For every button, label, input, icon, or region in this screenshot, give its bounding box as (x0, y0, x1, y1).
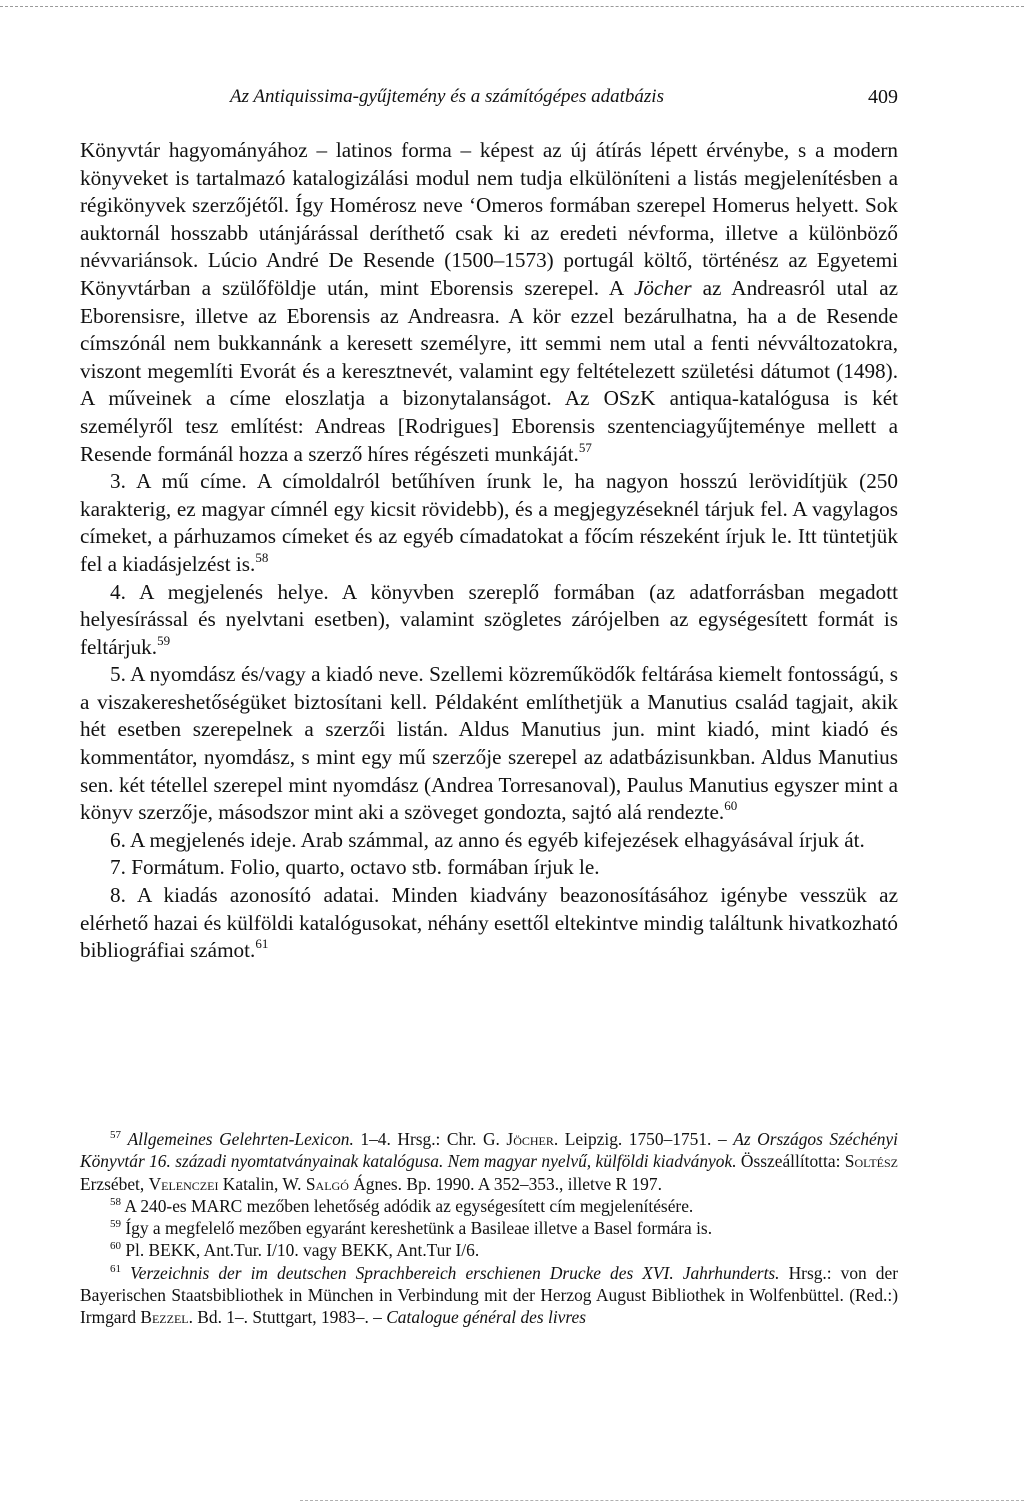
text-run: . Leipzig. 1750–1751. – (553, 1129, 734, 1149)
footnote-number: 58 (110, 1195, 121, 1208)
italic-title: Az Országos Széchényi Könyvtár 16. századi nyomtatványainak katalógusa. Nem magyar nyelvű, külföldi kiadványok. (80, 1129, 898, 1172)
paragraph-printer (80, 661, 898, 827)
paragraph-date (80, 827, 898, 855)
text-run: 5. A nyomdász és/vagy a kiadó neve. Szellemi közreműködők feltárása kiemelt fontosságú, s a viszakereshetőségüket biztosítani kell. Példaként említhetjük a Manutius család tagjait, akik hét esetben szerepelnek a szerzői listán. Aldus Manutius jun. mint kiadó, mint kiadó és kommentátor, nyomdász, s mint egy mű szerzője szerepel az adatbázisunkban. Aldus Manutius sen. két tétellel szerepel mint nyomdász (Andrea Torresanoval), Paulus Manutius egyszer mint a könyv szerzője, másodszor mint aki a szöveget gondozta, sajtó alá rendezte. (80, 662, 898, 825)
author-name: Jöcher (506, 1129, 554, 1149)
top-scan-edge (0, 6, 1024, 7)
footnote-number: 61 (110, 1262, 121, 1275)
paragraph-identifiers (80, 882, 898, 965)
text-run: Könyvtár hagyományához – latinos forma – képest az új átírás lépett érvénybe, s a modern könyveket is tartalmazó katalogizálási modul nem tudja elkülöníteni a listás megjelenítésben a régikönyvek szerzőjétől. Így Homérosz neve ‘Omeros formában szerepel Homerus helyett. Sok auktornál hosszabb utánjárással deríthető csak ki az eredeti névforma, illetve a különböző névvariánsok. Lúcio André De Resende (1500–1573) portugál költő, történész az Egyetemi Könyvtárban a szülőföldje után, mint Eborensis szerepel. A (80, 138, 898, 300)
text-run: 4. A megjelenés helye. A könyvben szereplő formában (az adatforrásban megadott helyesírással és nyelvtani esetben), valamint szögletes zárójelben az egységesített formát is feltárjuk. (80, 579, 898, 659)
text-run: . Bd. 1–. Stuttgart, 1983–. – (188, 1307, 387, 1328)
footnote-number: 60 (110, 1240, 121, 1253)
italic-title: Jöcher (634, 275, 692, 300)
italic-title: Allgemeines Gelehrten-Lexicon. (127, 1129, 354, 1149)
footnote-number: 59 (110, 1218, 121, 1231)
text-run: Ágnes. Bp. 1990. A 352–353., illetve R 197. (348, 1173, 662, 1194)
paragraph-author-forms (80, 137, 898, 468)
text-run: Hrsg.: von der Bayerischen Staatsbibliothek in München in Verbindung mit der Herzog August Bibliothek in Wolfenbüttel. (Red.:) Irmgard (80, 1262, 898, 1328)
author-name: Bezzel (140, 1307, 189, 1328)
footnote-59 (80, 1217, 898, 1239)
footnote-ref: 61 (255, 936, 269, 952)
text-run: 8. A kiadás azonosító adatai. Minden kiadvány beazonosításához igénybe vesszük az elérhető hazai és külföldi katalógusokat, néhány esettől eltekintve mindig találtunk hivatkozható bibliográfiai számot. (80, 883, 898, 963)
text-run: az Andreasról utal az Eborensisre, illetve az Eborensis az Andreasra. A kör ezzel bezárulhatna, ha a de Resende címszónál nem bukkannánk a keresett személyre, itt semmi nem utal a fenti névváltozatokra, viszont megemlíti Evorát és a keresztnevét, valamint egy feltételezett születési dátumot (1498). A műveinek a címe eloszlatja a bizonytalanságot. Az OSzK antiqua-katalógusa is két személyről tesz említést: Andreas [Rodrigues] Eborensis szentenciagyűjteménye mellett a Resende formánál hozza a szerző híres régészeti munkáját. (80, 275, 899, 466)
footnote-57 (80, 1128, 898, 1195)
running-header (80, 86, 898, 116)
text-run: 6. A megjelenés ideje. Arab számmal, az anno és egyéb kifejezések elhagyásával írjuk át. (110, 827, 865, 852)
paragraph-title (80, 468, 898, 578)
footnote-ref: 57 (578, 439, 592, 455)
italic-title: Catalogue général des livres (386, 1307, 586, 1328)
footnote-number: 57 (110, 1129, 121, 1141)
author-name: Velenczei (148, 1173, 219, 1194)
footnote-ref: 58 (255, 549, 269, 565)
text-run: 1–4. Hrsg.: Chr. G. (353, 1129, 507, 1149)
bottom-scan-edge (300, 1500, 1024, 1501)
text-run: 3. A mű címe. A címoldalról betűhíven írunk le, ha nagyon hosszú lerövidítjük (250 karakterig, ez magyar címnél egy kicsit rövidebb), és a megjegyzéseknél tárjuk fel. A vagylagos címeket, a párhuzamos címeket és az egyéb címadatokat a főcím részeként írjuk le. Itt tüntetjük fel a kiadásjelzést is. (80, 469, 898, 576)
footnote-61 (80, 1262, 898, 1329)
text-run: Erzsébet, (80, 1173, 149, 1194)
text-run: Pl. BEKK, Ant.Tur. I/10. vagy BEKK, Ant.Tur I/6. (125, 1240, 480, 1261)
paragraph-format (80, 854, 898, 882)
author-name: Soltész (844, 1151, 899, 1172)
page-number: 409 (868, 86, 898, 108)
text-run: A 240-es MARC mezőben lehetőség adódik az egységesített cím megjelenítésére. (124, 1195, 694, 1216)
footnote-58 (80, 1195, 898, 1217)
text-run: Katalin, W. (218, 1173, 306, 1194)
text-run: 7. Formátum. Folio, quarto, octavo stb. formában írjuk le. (110, 855, 600, 880)
paragraph-place (80, 579, 898, 662)
footnote-ref: 60 (724, 798, 738, 814)
author-name: Salgó (305, 1173, 349, 1194)
running-title: Az Antiquissima-gyűjtemény és a számítógépes adatbázis (230, 86, 664, 107)
main-text (80, 137, 898, 965)
footnotes (80, 1128, 898, 1329)
text-run: Összeállította: (736, 1151, 845, 1172)
footnote-ref: 59 (157, 632, 171, 648)
italic-title: Verzeichnis der im deutschen Sprachbereich erschienen Drucke des XVI. Jahrhunderts. (130, 1262, 780, 1283)
text-run: Így a megfelelő mezőben egyaránt kereshetünk a Basileae illetve a Basel formára is. (125, 1218, 713, 1239)
footnote-60 (80, 1239, 898, 1261)
